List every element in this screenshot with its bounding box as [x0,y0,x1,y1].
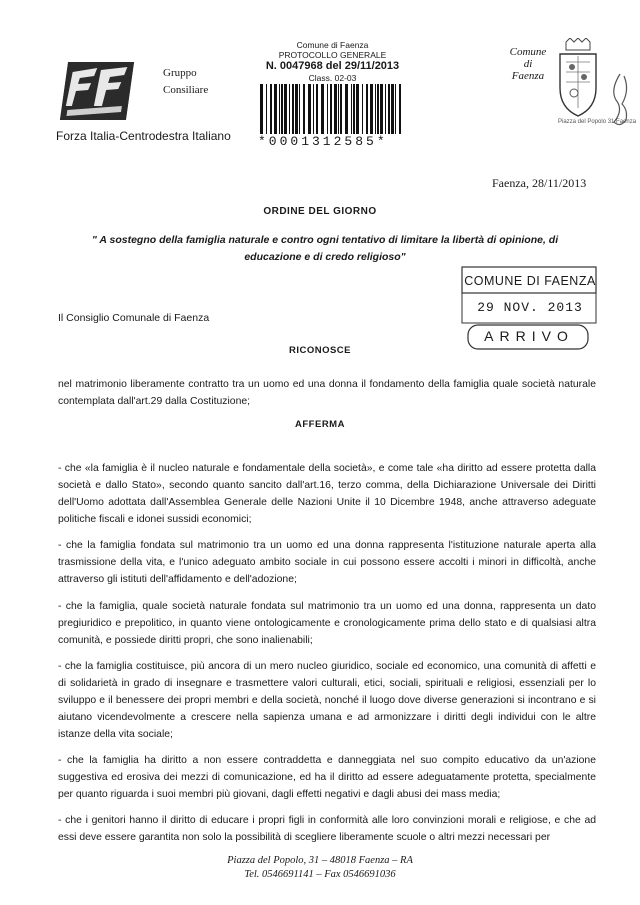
protocol-block [250,40,415,83]
barcode-bar [391,84,394,134]
comune-line2: di [523,58,533,70]
group-label-line2: Consiliare [163,84,209,96]
section-heading-riconosce: RICONOSCE [288,345,352,356]
barcode-bar [385,84,386,134]
barcode-bar [338,84,339,134]
afferma-paragraph: - che la famiglia, quale società naturale fondata sul matrimonio tra un uomo ed una donna, rappresenta un dato pregiuridico e prepolitico, in quanto viene ontologicamente e cronologicamente prima dello stato e di qualsiasi altra comunità, e possiede diritti propri, che sono inalienabili; [58,601,596,646]
protocol-comune: Comune di Faenza [296,40,369,50]
barcode-bar [375,84,376,134]
afferma-paragraph: - che la famiglia fondata sul matrimonio tra un uomo ed una donna rappresenta l'istituzione naturale aperta alla trasmissione della vita, e l'unico adeguato ambito sociale in cui possono essere accolti i minori in difficoltà, anche attraverso gli istituti dell'affidamento e dell'adozione; [58,540,596,585]
afferma-paragraph: - che la famiglia ha diritto a non essere contraddetta e danneggiata nel suo compito educativo da un'azione suggestiva ed erosiva dei mezzi di comunicazione, ed ha il diritto ad essere adeguatamente protetta, specialmente per quanto riguarda i suoi membri più giovani, dagli effetti negativi e dagli abusi dei mass media; [58,755,596,800]
barcode-bar [316,84,318,134]
barcode-bar [356,84,359,134]
barcode-bar [334,84,337,134]
barcode-bar [270,84,272,134]
party-name: Forza Italia-Centrodestra Italiano [56,129,231,143]
barcode-bar [366,84,368,134]
document-date: Faenza, 28/11/2013 [492,176,587,190]
comune-label [505,46,551,82]
barcode-bar [380,84,383,134]
afferma-paragraph: - che «la famiglia è il nucleo naturale e fondamentale della società», e come tale «ha diritto ad essere protetta dalla società e dallo Stato», secondo quanto sancito dall'art.16, terzo comma, della Dichiarazione Universale dei Diritti dell'Uomo adottata dall'Assemblea Generale delle Nazioni Unite il 10 Dicembre 1948, anche attraverso adeguate politiche fiscali e idonei sussidi economici; [58,463,596,525]
group-label [163,65,208,99]
footer-address-line: Piazza del Popolo, 31 – 48018 Faenza – RA [227,855,413,866]
barcode-bar [351,84,352,134]
protocol-class: Class. 02-03 [308,73,357,83]
barcode-bar [340,84,342,134]
barcode-bar [395,84,396,134]
signature-mark [606,70,632,130]
document-title: ORDINE DEL GIORNO [263,206,377,217]
barcode-bar [303,84,305,134]
barcode-bar [292,84,294,134]
footer-phone-line: Tel. 0546691141 – Fax 0546691036 [244,869,396,880]
barcode-bar [274,84,277,134]
barcode-bar [289,84,290,134]
barcode-bar [299,84,300,134]
protocol-number: N. 0047968 del 29/11/2013 [265,60,400,72]
barcode-bar [308,84,311,134]
barcode [258,84,408,134]
party-logo [60,62,134,120]
barcode-bar [345,84,348,134]
barcode-bar [377,84,379,134]
afferma-paragraph: - che la famiglia costituisce, più ancora di un mero nucleo giuridico, sociale ed economico, una comunità di affetti e di solidarietà in grado di insegnare e trasmettere valori culturali, etici, sociali, spirituali e religiosi, essenziali per lo sviluppo e il benessere dei propri membri e della società, nonché il luogo dove diverse generazioni si incontrano e si aiutano vicendevolmente a crescere nella sapienza umana e ad armonizzare i diritti degli individui con le altre istanze della vita sociale; [58,661,596,740]
stamp-date: 29 NOV. 2013 [477,300,583,315]
logo-graphic [60,62,134,120]
section-heading-afferma: AFFERMA [295,419,345,430]
barcode-bar [327,84,328,134]
stamp-comune: COMUNE DI FAENZA [464,274,596,288]
barcode-bar [295,84,298,134]
barcode-bar [321,84,324,134]
barcode-bar [353,84,355,134]
barcode-bar [266,84,267,134]
comune-line3: Faenza [511,70,545,82]
group-label-line1: Gruppo [163,67,197,79]
footer-address [0,854,640,882]
barcode-bar [330,84,332,134]
document-subtitle: " A sostegno della famiglia naturale e contro ogni tentativo di limitare la libertà di opinione, di educazione e di credo religioso" [91,234,559,263]
barcode-bar [284,84,287,134]
riconosce-paragraph: nel matrimonio liberamente contratto tra un uomo ed una donna il fondamento della famiglia quale società naturale contemplata dall'art.29 dalla Costituzione; [58,379,596,407]
comune-line1: Comune [509,46,547,58]
barcode-bar [362,84,363,134]
stamp-arrivo: ARRIVO [484,328,574,344]
barcode-number: *0001312585* [258,134,388,149]
barcode-bar [313,84,314,134]
barcode-bar [370,84,373,134]
barcode-bar [388,84,390,134]
barcode-bar [260,84,263,134]
protocol-title: PROTOCOLLO GENERALE [278,50,387,60]
barcode-bar [281,84,283,134]
crest-caption: Piazza del Popolo 31 Faenza [558,119,637,125]
afferma-paragraph: - che i genitori hanno il diritto di educare i propri figli in conformità alle loro convinzioni morali e religiose, e che ad essi deve essere garantita non solo la possibilità di scegliere liberamente scuole o altri mezzi necessari per [58,815,596,843]
barcode-bar [399,84,401,134]
city-crest-icon [556,38,600,118]
council-line: Il Consiglio Comunale di Faenza [58,312,210,324]
barcode-bar [279,84,280,134]
